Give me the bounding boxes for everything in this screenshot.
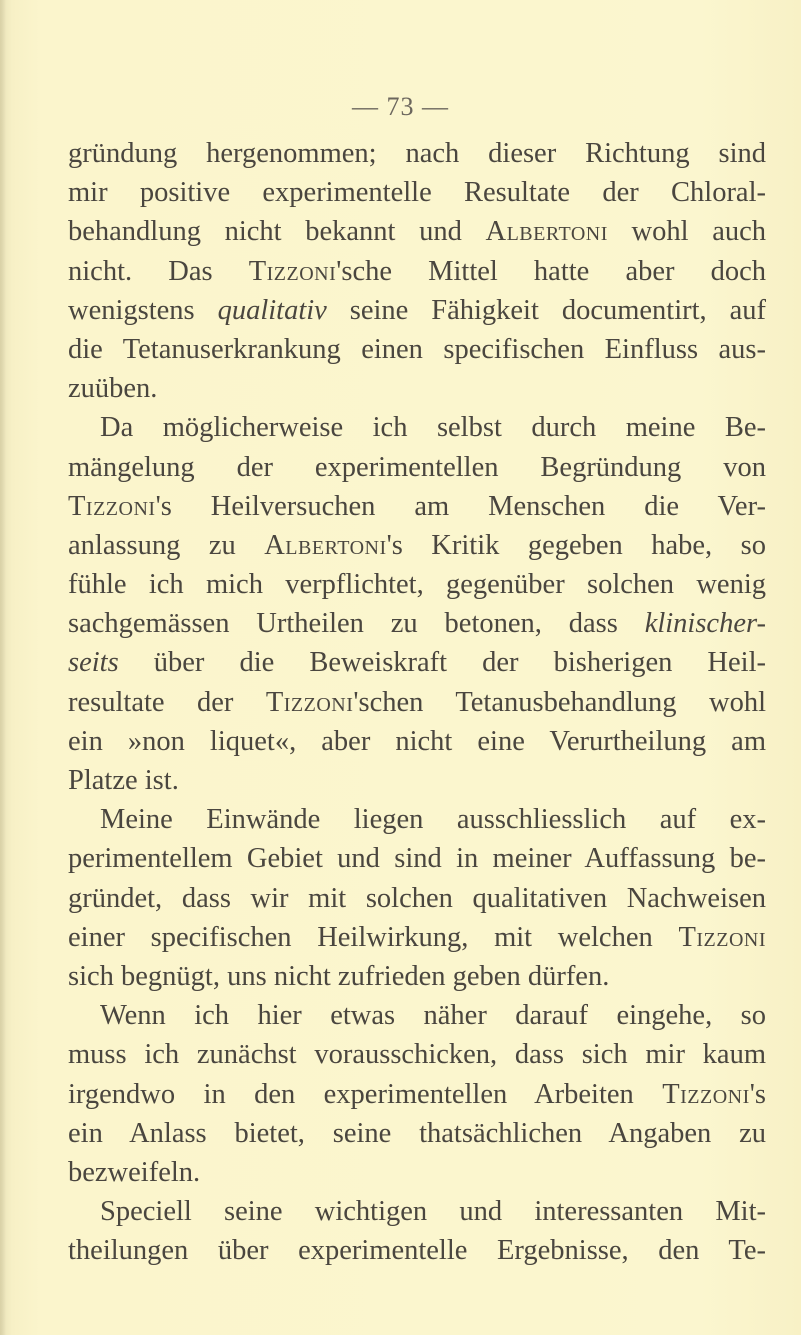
text-run: bezweifeln. xyxy=(68,1156,201,1188)
text-run: perimentellem Gebiet und sind in meiner Auffassung be- xyxy=(68,843,766,875)
text-run: gründung hergenommen; nach dieser Richtung sind xyxy=(68,138,766,169)
text-line xyxy=(68,1114,766,1153)
text-line xyxy=(68,173,766,212)
text-run: Da möglicherweise ich selbst durch meine Be- xyxy=(100,412,766,444)
text-run: nicht. Das xyxy=(68,255,249,287)
text-line xyxy=(68,996,766,1035)
text-line xyxy=(68,1153,766,1192)
text-run: fühle ich mich verpflichtet, gegenüber solchen wenig xyxy=(68,569,766,601)
text-line xyxy=(68,1231,766,1270)
text-run: theilungen über experimentelle Ergebnisse, den Te- xyxy=(68,1235,766,1267)
text-run: gründet, dass wir mit solchen qualitativen Nachweisen xyxy=(68,882,766,914)
emphasis-italic: seits xyxy=(68,647,119,679)
text-run: seine Fähigkeit documentirt, auf xyxy=(326,294,766,326)
name-smallcaps: Tizzoni xyxy=(662,1078,750,1110)
text-run: resultate der xyxy=(68,686,266,718)
text-run: Platze ist. xyxy=(68,765,179,796)
text-run: 's Heilversuchen am Menschen die Ver- xyxy=(155,490,766,522)
text-run: muss ich zunächst vorausschicken, dass sich mir kaum xyxy=(68,1039,766,1071)
text-line xyxy=(68,722,766,761)
text-run: irgendwo in den experimentellen Arbeiten xyxy=(68,1078,663,1110)
text-line xyxy=(68,918,766,957)
text-line xyxy=(68,1075,766,1114)
text-line xyxy=(68,369,766,408)
text-run: 'sche Mittel hatte aber doch xyxy=(336,255,767,287)
text-line xyxy=(68,487,766,526)
text-run: mängelung der experimentellen Begründung von xyxy=(68,451,766,483)
name-smallcaps: Albertoni xyxy=(485,216,608,248)
text-line xyxy=(68,448,766,487)
text-line xyxy=(68,604,766,643)
page-gutter-shadow xyxy=(0,0,6,1335)
text-line xyxy=(68,330,766,369)
text-line xyxy=(68,565,766,604)
text-run: behandlung nicht bekannt und xyxy=(68,216,486,248)
emphasis-italic: klinischer- xyxy=(644,608,766,640)
text-run: wohl auch xyxy=(607,216,766,248)
name-smallcaps: Tizzoni xyxy=(265,686,354,718)
text-run: 's xyxy=(749,1078,766,1110)
text-line xyxy=(68,212,766,251)
text-line xyxy=(68,761,766,800)
text-run: Speciell seine wichtigen und interessanten Mit- xyxy=(100,1196,766,1228)
text-run: anlassung zu xyxy=(68,529,265,561)
text-run: 's Kritik gegeben habe, so xyxy=(386,529,766,561)
text-line xyxy=(68,1192,766,1231)
text-run: mir positive experimentelle Resultate der Chloral- xyxy=(68,177,766,209)
text-run: über die Beweiskraft der bisherigen Heil- xyxy=(118,647,766,679)
text-line xyxy=(68,879,766,918)
name-smallcaps: Tizzoni xyxy=(248,255,337,287)
text-run: ein Anlass bietet, seine thatsächlichen Angaben zu xyxy=(68,1117,766,1149)
text-run: ein »non liquet«, aber nicht eine Verurtheilung am xyxy=(68,725,766,757)
name-smallcaps: Tizzoni xyxy=(678,921,766,953)
text-run: die Tetanuserkrankung einen specifischen Einfluss aus- xyxy=(68,333,766,365)
name-smallcaps: Albertoni xyxy=(264,529,387,561)
emphasis-italic: qualitativ xyxy=(217,294,327,326)
text-line xyxy=(68,408,766,447)
text-line xyxy=(68,800,766,839)
text-run: sachgemässen Urtheilen zu betonen, dass xyxy=(68,608,645,640)
text-run: Meine Einwände liegen ausschliesslich auf ex- xyxy=(100,804,766,836)
text-line xyxy=(68,683,766,722)
text-line xyxy=(68,252,766,291)
text-line xyxy=(68,1035,766,1074)
text-line xyxy=(68,957,766,996)
text-run: zuüben. xyxy=(68,373,158,405)
text-line xyxy=(68,526,766,565)
text-line xyxy=(68,134,766,173)
name-smallcaps: Tizzoni xyxy=(68,490,156,522)
page-number: — 73 — xyxy=(352,92,449,121)
text-run: einer specifischen Heilwirkung, mit welchen xyxy=(68,921,679,953)
text-run: sich begnügt, uns nicht zufrieden geben dürfen. xyxy=(68,960,610,992)
text-run: 'schen Tetanusbehandlung wohl xyxy=(353,686,766,718)
text-line xyxy=(68,643,766,682)
text-line xyxy=(68,839,766,878)
text-line xyxy=(68,291,766,330)
text-run: Wenn ich hier etwas näher darauf eingehe, so xyxy=(100,1000,766,1032)
body-text xyxy=(68,134,766,1270)
text-run: wenigstens xyxy=(68,294,218,326)
